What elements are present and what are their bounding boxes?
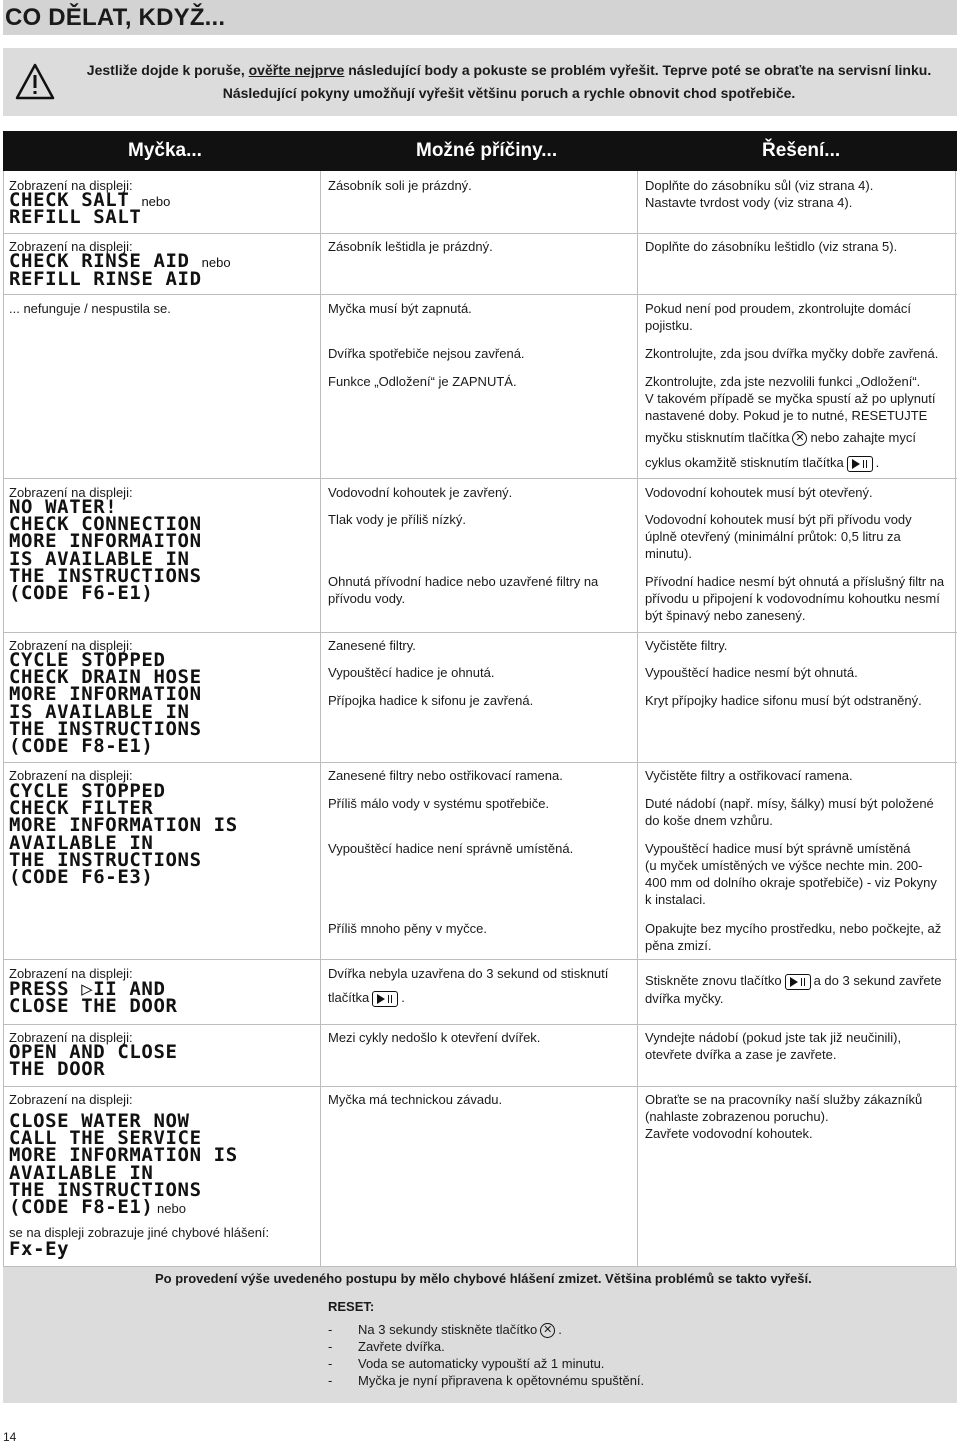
display-label: Zobrazení na displeji:: [9, 1092, 133, 1107]
cancel-button-icon: ✕: [540, 1323, 555, 1338]
solution-text: Zkontrolujte, zda jsou dvířka myčky dobře zavřená.: [645, 346, 939, 361]
solution-text: dvířka myčky.: [645, 991, 724, 1006]
reset-step: Zavřete dvířka.: [358, 1339, 445, 1354]
solution-text: Vyndejte nádobí (pokud jste tak již neučinili),: [645, 1030, 902, 1045]
warning-icon: [15, 62, 55, 102]
cause-text: Dvířka nebyla uzavřena do 3 sekund od stisknutí: [328, 966, 609, 981]
lcd-open-and-close: OPEN AND CLOSE THE DOOR: [9, 1041, 178, 1081]
solution-text: být špinavý nebo zanesený.: [645, 608, 806, 623]
reset-dash: -: [328, 1356, 333, 1371]
solution-text: Nastavte tvrdost vody (viz strana 4).: [645, 195, 853, 210]
row-divider: [3, 1086, 957, 1087]
cause-text: Zanesené filtry.: [328, 638, 416, 653]
solution-text: Vyčistěte filtry.: [645, 638, 728, 653]
display-label: Zobrazení na displeji:: [9, 1030, 133, 1045]
display-label: Zobrazení na displeji:: [9, 178, 133, 193]
cause-text: Přípojka hadice k sifonu je zavřená.: [328, 693, 534, 708]
cause-text: Funkce „Odložení“ je ZAPNUTÁ.: [328, 374, 517, 389]
footer-main-text: Po provedení výše uvedeného postupu by mělo chybové hlášení zmizet. Většina problémů se takto vyřeší.: [155, 1271, 812, 1286]
solution-text: Opakujte bez mycího prostředku, nebo počkejte, až: [645, 921, 942, 936]
start-pause-icon: [372, 991, 398, 1007]
display-label: Zobrazení na displeji:: [9, 239, 133, 254]
solution-text: Zavřete vodovodní kohoutek.: [645, 1126, 813, 1141]
solution-text: cyklus okamžitě stisknutím tlačítka .: [645, 455, 880, 470]
cause-text: Myčka musí být zapnutá.: [328, 301, 472, 316]
lcd-check-rinse-aid: CHECK RINSE AID nebo: [9, 250, 231, 272]
other-error-text: se na displeji zobrazuje jiné chybové hlášení:: [9, 1225, 270, 1240]
cause-text: Příliš mnoho pěny v myčce.: [328, 921, 487, 936]
solution-text: Doplňte do zásobníku leštidlo (viz strana 5).: [645, 239, 898, 254]
lcd-check-filter: CYCLE STOPPED CHECK FILTER MORE INFORMATION IS AVAILABLE IN THE INSTRUCTIONS (CODE F6-E3): [9, 780, 238, 889]
lcd-refill-salt: REFILL SALT: [9, 206, 142, 228]
display-label: Zobrazení na displeji:: [9, 966, 133, 981]
row-divider: [3, 478, 957, 479]
solution-text: úplně otevřený (minimální průtok: 0,5 litru za: [645, 529, 901, 544]
solution-text: (u myček umístěných ve výšce nechte min. 200-: [645, 858, 923, 873]
column-divider: [637, 171, 638, 1267]
solution-text: Obraťte se na pracovníky naší služby zákazníků: [645, 1092, 923, 1107]
solution-text: přívodu u připojení k vodovodnímu kohoutku nesmí: [645, 591, 940, 606]
solution-text: (nahlaste zobrazenou poruchu).: [645, 1109, 829, 1124]
cause-text: Myčka má technickou závadu.: [328, 1092, 503, 1107]
solution-text: myčku stisknutím tlačítka ✕ nebo zahajte mycí: [645, 430, 916, 445]
row-divider: [3, 959, 957, 960]
lcd-press-and-close: PRESS ▷II AND CLOSE THE DOOR: [9, 978, 178, 1018]
display-label: Zobrazení na displeji:: [9, 485, 133, 500]
solution-text: Stiskněte znovu tlačítko a do 3 sekund zavřete: [645, 973, 942, 988]
warning-line-2: Následující pokyny umožňují vyřešit většinu poruch a rychle obnovit chod spotřebiče.: [222, 85, 796, 101]
cause-text: Dvířka spotřebiče nejsou zavřená.: [328, 346, 525, 361]
start-pause-icon: [785, 974, 811, 990]
solution-text: Duté nádobí (např. mísy, šálky) musí být položené: [645, 796, 934, 811]
nebo-text: nebo: [157, 1201, 186, 1216]
row-divider: [3, 294, 957, 295]
lcd-no-water: NO WATER! CHECK CONNECTION MORE INFORMAITON IS AVAILABLE IN THE INSTRUCTIONS (CODE F6-E1): [9, 496, 202, 605]
solution-text: otevřete dvířka a zase je zavřete.: [645, 1047, 837, 1062]
solution-text: Přívodní hadice nesmí být ohnutá a příslušný filtr na: [645, 574, 945, 589]
solution-text: Doplňte do zásobníku sůl (viz strana 4).: [645, 178, 874, 193]
cause-text: Vodovodní kohoutek je zavřený.: [328, 485, 513, 500]
reset-dash: -: [328, 1339, 333, 1354]
solution-text: 400 mm od dolního okraje spotřebiče) - viz Pokyny: [645, 875, 937, 890]
cause-text: tlačítka .: [328, 990, 405, 1005]
header-col-dishwasher: Myčka...: [128, 140, 202, 161]
reset-info-box: [3, 1267, 957, 1403]
symptom-text: ... nefunguje / nespustila se.: [9, 301, 171, 316]
solution-text: Kryt přípojky hadice sifonu musí být odstraněný.: [645, 693, 922, 708]
row-divider: [3, 762, 957, 763]
solution-text: Vypouštěcí hadice nesmí být ohnutá.: [645, 665, 858, 680]
solution-text: Vyčistěte filtry a ostřikovací ramena.: [645, 768, 853, 783]
reset-step: Na 3 sekundy stiskněte tlačítko ✕ .: [358, 1322, 562, 1337]
display-label: Zobrazení na displeji:: [9, 768, 133, 783]
row-divider: [3, 233, 957, 234]
reset-step: Myčka je nyní připravena k opětovnému spuštění.: [358, 1373, 645, 1388]
lcd-check-drain-hose: CYCLE STOPPED CHECK DRAIN HOSE MORE INFORMATION IS AVAILABLE IN THE INSTRUCTIONS (CODE F8-E1): [9, 649, 202, 758]
header-col-causes: Možné příčiny...: [416, 140, 558, 161]
header-col-solutions: Řešení...: [762, 140, 841, 161]
reset-dash: -: [328, 1322, 333, 1337]
solution-text: minutu).: [645, 546, 692, 561]
cause-text: Vypouštěcí hadice je ohnutá.: [328, 665, 495, 680]
warning-box: [3, 48, 957, 116]
display-label: Zobrazení na displeji:: [9, 638, 133, 653]
page-number: 14: [3, 1430, 17, 1444]
solution-text: pěna zmizí.: [645, 938, 712, 953]
cause-text: Tlak vody je příliš nízký.: [328, 512, 466, 527]
solution-text: Vodovodní kohoutek musí být při přívodu vody: [645, 512, 912, 527]
lcd-check-salt: CHECK SALT nebo: [9, 189, 171, 211]
cause-text: Ohnutá přívodní hadice nebo uzavřené filtry na: [328, 574, 599, 589]
cause-text: přívodu vody.: [328, 591, 406, 606]
start-pause-icon: [847, 456, 873, 472]
solution-text: k instalaci.: [645, 892, 706, 907]
row-divider: [3, 632, 957, 633]
cause-text: Zanesené filtry nebo ostřikovací ramena.: [328, 768, 563, 783]
solution-text: V takovém případě se myčka spustí až po uplynutí: [645, 391, 936, 406]
cause-text: Vypouštěcí hadice není správně umístěná.: [328, 841, 574, 856]
reset-step: Voda se automaticky vypouští až 1 minutu.: [358, 1356, 605, 1371]
solution-text: Zkontrolujte, zda jste nezvolili funkci „Odložení“.: [645, 374, 921, 389]
warning-line-1: Jestliže dojde k poruše, ověřte nejprve následující body a pokuste se problém vyřešit. Teprve poté se obraťte na servisní linku.: [86, 62, 932, 78]
cause-text: Zásobník leštidla je prázdný.: [328, 239, 493, 254]
solution-text: pojistku.: [645, 318, 693, 333]
solution-text: Pokud není pod proudem, zkontrolujte domácí: [645, 301, 911, 316]
page-title: CO DĚLAT, KDYŽ...: [3, 0, 957, 35]
reset-dash: -: [328, 1373, 333, 1388]
lcd-refill-rinse-aid: REFILL RINSE AID: [9, 268, 202, 290]
solution-text: Vypouštěcí hadice musí být správně umístěná: [645, 841, 911, 856]
lcd-fx-ey: Fx-Ey: [9, 1238, 70, 1260]
lcd-close-water: CLOSE WATER NOW CALL THE SERVICE MORE INFORMATION IS AVAILABLE IN THE INSTRUCTIONS (CODE F8-E1): [9, 1110, 238, 1219]
solution-text: nastavené doby. Pokud je to nutné, RESETUJTE: [645, 408, 928, 423]
table-header: [3, 131, 957, 171]
cause-text: Zásobník soli je prázdný.: [328, 178, 472, 193]
reset-title: RESET:: [328, 1299, 375, 1314]
cause-text: Mezi cykly nedošlo k otevření dvířek.: [328, 1030, 541, 1045]
row-divider: [3, 1024, 957, 1025]
column-divider: [320, 171, 321, 1267]
cause-text: Příliš málo vody v systému spotřebiče.: [328, 796, 550, 811]
solution-text: do koše dnem vzhůru.: [645, 813, 773, 828]
cancel-button-icon: ✕: [792, 431, 807, 446]
solution-text: Vodovodní kohoutek musí být otevřený.: [645, 485, 873, 500]
